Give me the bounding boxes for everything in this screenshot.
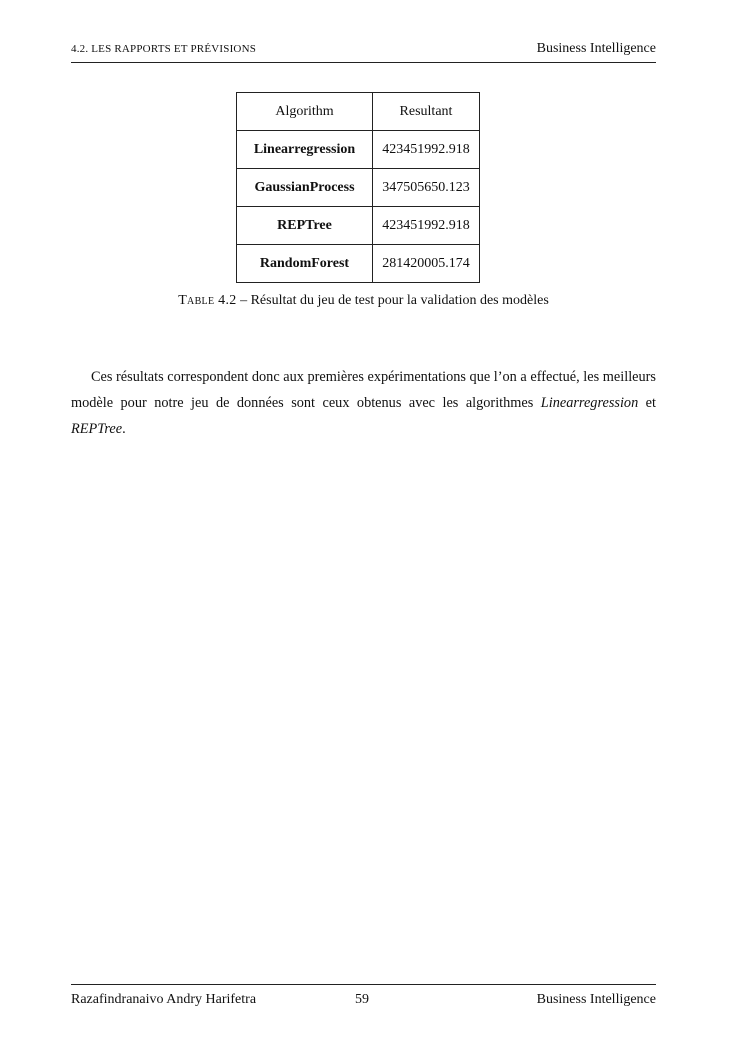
cell-result: 423451992.918 <box>373 131 480 169</box>
results-table <box>236 92 480 283</box>
algorithm-name-linearregression: Linearregression <box>540 395 639 412</box>
algorithm-name-reptree: REPTree <box>71 421 123 438</box>
paragraph-text: et <box>638 395 656 412</box>
caption-text: Résultat du jeu de test pour la validation des modèles <box>250 293 549 308</box>
cell-algorithm: REPTree <box>237 207 373 245</box>
cell-result: 423451992.918 <box>373 207 480 245</box>
cell-result: 347505650.123 <box>373 169 480 207</box>
column-header-algorithm: Algorithm <box>237 93 373 131</box>
table-header-row <box>237 93 480 131</box>
footer-document-title: Business Intelligence <box>536 992 656 1007</box>
cell-algorithm: GaussianProcess <box>237 169 373 207</box>
cell-algorithm: Linearregression <box>237 131 373 169</box>
cell-algorithm: RandomForest <box>237 245 373 283</box>
caption-label: Table 4.2 <box>178 293 237 308</box>
table-row <box>237 207 480 245</box>
paragraph-text: . <box>122 421 126 438</box>
column-header-resultant: Resultant <box>373 93 480 131</box>
page-footer <box>71 984 656 1011</box>
table-caption <box>0 293 727 309</box>
table-row <box>237 169 480 207</box>
caption-separator: – <box>236 293 251 308</box>
page-number: 59 <box>355 992 369 1007</box>
header-section-title: 4.2. LES RAPPORTS ET PRÉVISIONS <box>71 43 257 55</box>
table-row <box>237 131 480 169</box>
page-header <box>71 40 656 63</box>
header-document-title: Business Intelligence <box>536 41 656 56</box>
footer-author: Razafindranaivo Andry Harifetra <box>71 992 257 1007</box>
body-paragraph <box>71 364 656 442</box>
paragraph-text: Ces résultats correspondent donc aux premières expérimentations que l’on a effectué, les meilleurs modèle pour notre jeu de données sont ceux obtenus avec les algorithmes <box>71 369 656 412</box>
table-row <box>237 245 480 283</box>
cell-result: 281420005.174 <box>373 245 480 283</box>
